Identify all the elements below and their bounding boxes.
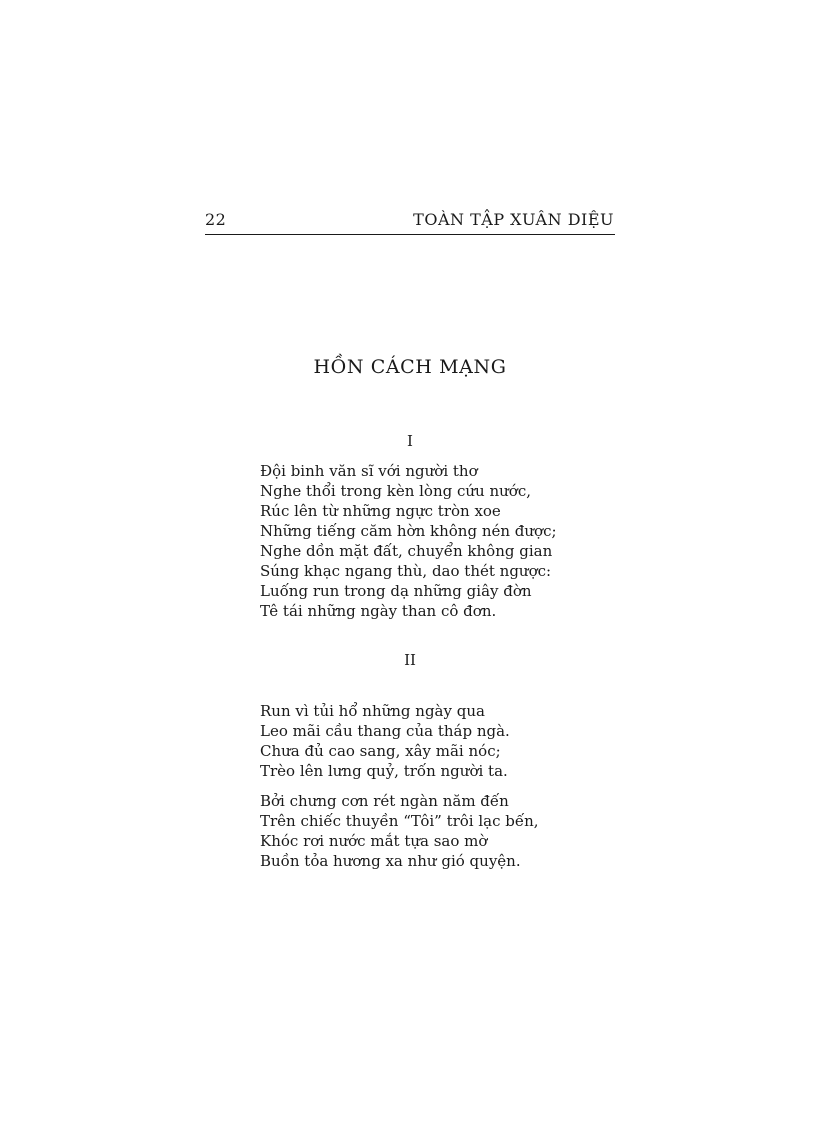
verse-line: Leo mãi cầu thang của tháp ngà. [260, 722, 510, 740]
verse-line: Nghe dồn mặt đất, chuyển không gian [260, 542, 553, 560]
verse-line: Trên chiếc thuyền “Tôi” trôi lạc bến, [260, 812, 539, 830]
verse-line: Trèo lên lưng quỷ, trốn người ta. [260, 762, 508, 780]
verse-line: Nghe thổi trong kèn lòng cứu nước, [260, 482, 531, 500]
verse-line: Luống run trong dạ những giây đờn [260, 582, 532, 600]
section-numeral: I [407, 432, 413, 450]
verse-line: Tê tái những ngày than cô đơn. [260, 602, 497, 620]
verse-line: Những tiếng căm hờn không nén được; [260, 522, 557, 540]
header-rule [205, 234, 615, 235]
verse-line: Đội binh văn sĩ với người thơ [260, 462, 478, 480]
verse-line: Khóc rơi nước mắt tựa sao mờ [260, 832, 488, 850]
stanza [260, 701, 510, 781]
verse-line: Run vì tủi hổ những ngày qua [260, 702, 485, 720]
verse-line: Buồn tỏa hương xa như gió quyện. [260, 852, 521, 870]
verse-line: Rúc lên từ những ngực tròn xoe [260, 502, 501, 520]
running-title: TOÀN TẬP XUÂN DIỆU [413, 210, 614, 229]
section-numeral: II [404, 651, 416, 669]
page-number: 22 [205, 210, 227, 229]
poem-title: HỒN CÁCH MẠNG [313, 356, 507, 378]
stanza [260, 461, 557, 621]
verse-line: Súng khạc ngang thù, dao thét ngược: [260, 562, 552, 580]
verse-line: Bởi chưng cơn rét ngàn năm đến [260, 792, 509, 810]
verse-line: Chưa đủ cao sang, xây mãi nóc; [260, 742, 501, 760]
stanza [260, 791, 539, 871]
